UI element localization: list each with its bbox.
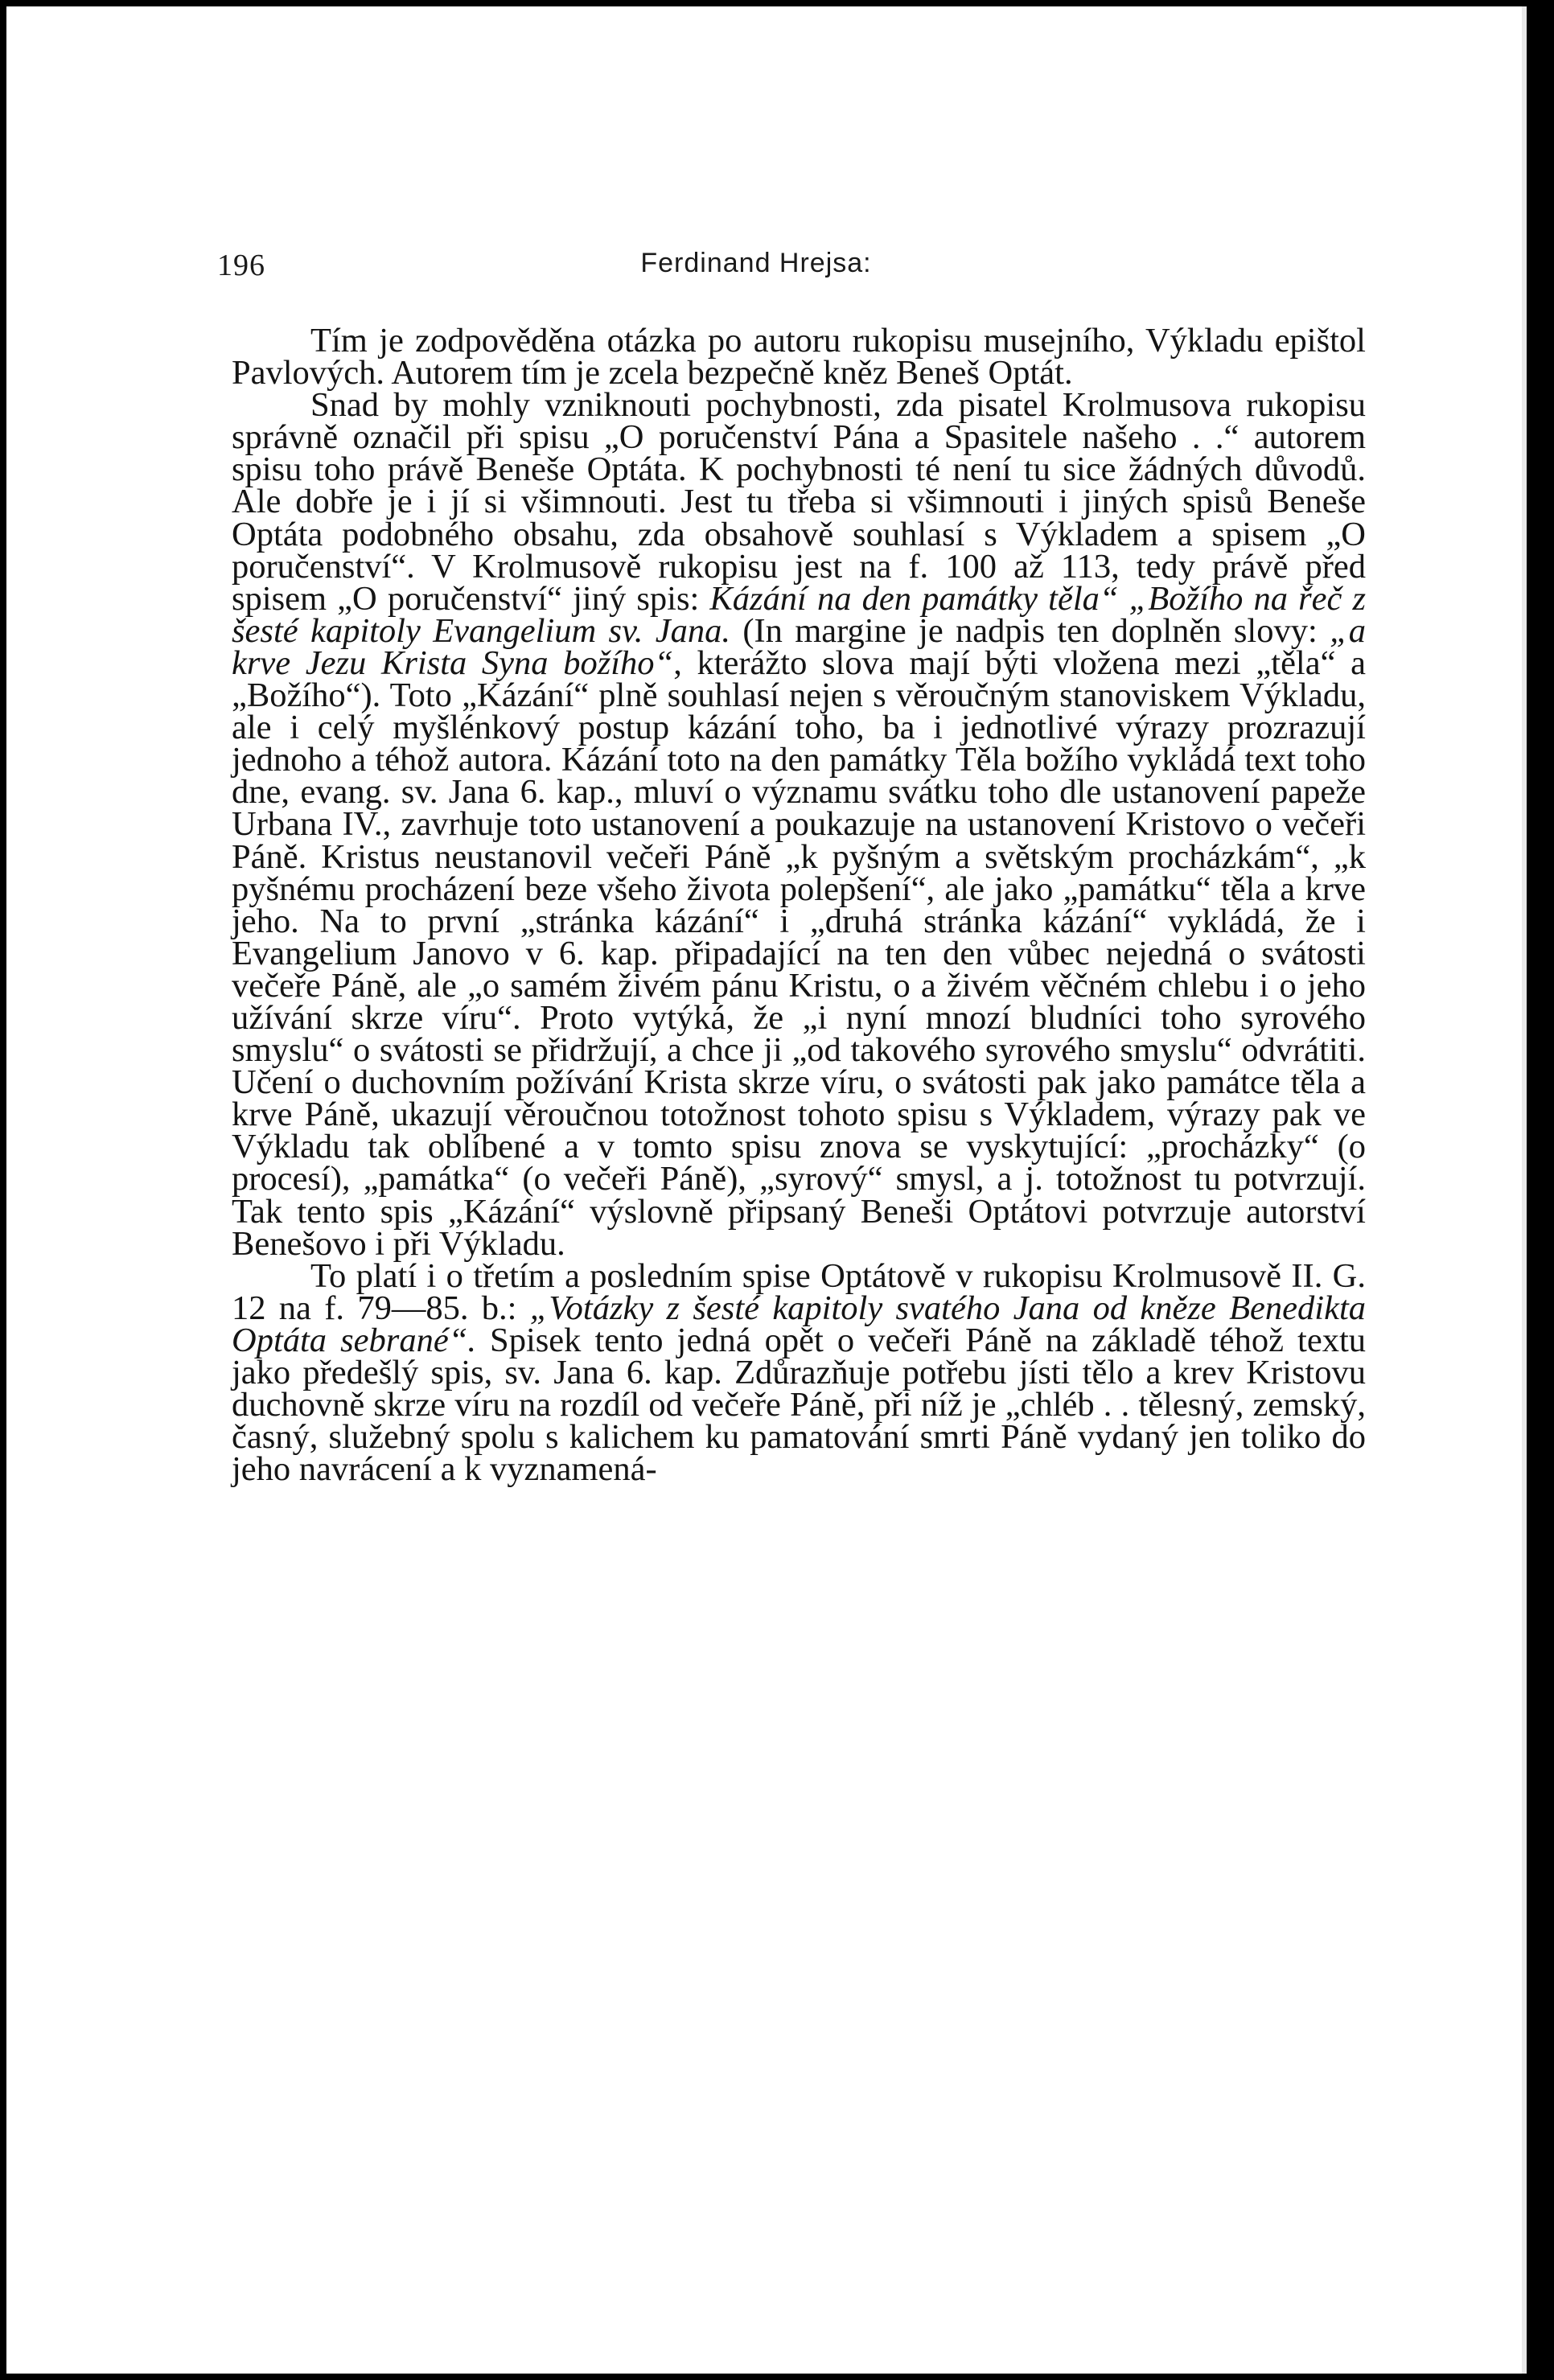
- page-header: [217, 248, 1295, 288]
- paragraph-1: [232, 322, 1366, 393]
- paragraph-2: [232, 386, 1366, 1263]
- sermon-title: Kázání na den památky těla“ „Božího na řeč z šesté kapitoly Evangelium sv. Jana.: [232, 579, 1366, 650]
- paragraph-2-text: (In margine je nadpis ten doplněn slovy:: [730, 611, 1330, 650]
- paragraph-2-text: Snad by mohly vzniknouti pochybnosti, zda pisatel Krolmusova rukopisu správně označil při spisu „O poručenství Pána a Spasitele našeho . .“ autorem spisu toho právě Beneše Optáta. K pochybnosti té není tu sice žádných důvodů. Ale dobře je i jí si všimnouti. Jest tu třeba si všimnouti i jiných spisů Beneše Optáta podobného obsahu, zda obsahově souhlasí s Výkladem a spisem „O poručenství“. V Krolmusově rukopisu jest na f. 100 až 113, tedy právě před spisem „O poručenství“ jiný spis:: [232, 386, 1366, 618]
- document-page: [6, 6, 1527, 2374]
- page-number: 196: [217, 249, 265, 282]
- treatise-title: „Votázky z šesté kapitoly svatého Jana od kněze Benedikta Optáta sebrané“.: [232, 1289, 1367, 1359]
- paragraph-3: [232, 1256, 1367, 1489]
- margin-note: „a krve Jezu Krista Syna božího“: [232, 611, 1366, 682]
- page-edge: [1522, 6, 1527, 2374]
- paragraph-3-text: To platí i o třetím a posledním spise Optátově v rukopisu Krolmusově II. G. 12 na f. 79—85. b.:: [232, 1256, 1366, 1327]
- running-head: Ferdinand Hrejsa:: [640, 248, 872, 278]
- paragraph-3-text: Spisek tento jedná opět o večeři Páně na základě téhož textu jako předešlý spis, sv. Jana 6. kap. Zdůrazňuje potřebu jísti tělo a krev Kristovu duchovně skrze víru na rozdíl od večeře Páně, při níž je „chléb . . tělesný, zemský, časný, služebný spolu s kalichem ku pamatování smrti Páně vydaný jen toliko do jeho navrácení a k vyznamená-: [232, 1321, 1367, 1489]
- body-text: [232, 322, 1367, 1489]
- paragraph-1-text: Tím je zodpověděna otázka po autoru rukopisu musejního, Výkladu epištol Pavlových. Autorem tím je zcela bezpečně kněz Beneš Optát.: [232, 322, 1366, 393]
- paragraph-2-text: , kterážto slova mají býti vložena mezi „těla“ a „Božího“). Toto „Kázání“ plně souhlasí nejen s věroučným stanoviskem Výkladu, ale i celý myšlénkový postup kázání toho, ba i jednotlivé výrazy prozrazují jednoho a téhož autora. Kázání toto na den památky Těla božího vykládá text toho dne, evang. sv. Jana 6. kap., mluví o významu svátku toho dle ustanovení papeže Urbana IV., zavrhuje toto ustanovení a poukazuje na ustanovení Kristovo o večeři Páně. Kristus neustanovil večeři Páně „k pyšným a světským procházkám“, „k pyšnému procházení beze všeho života polepšení“, ale jako „památku“ těla a krve jeho. Na to první „stránka kázání“ i „druhá stránka kázání“ vykládá, že i Evangelium Janovo v 6. kap. připadající na ten den vůbec nejedná o svátosti večeře Páně, ale „o samém živém pánu Kristu, o a živém věčném chlebu i o jeho užívání skrze víru“. Proto vytýká, že „i nyní mnozí bludníci toho syrového smyslu“ o svátosti se přidržují, a chce ji „od takového syrového smyslu“ odvrátiti. Učení o duchovním požívání Krista skrze víru, o svátosti pak jako památce těla a krve Páně, ukazují věroučnou totožnost tohoto spisu s Výkladem, výrazy pak ve Výkladu tak oblíbené a v tomto spisu znova se vyskytující: „procházky“ (o procesí), „památka“ (o večeři Páně), „syrový“ smysl, a j. totožnost tu potvrzují. Tak tento spis „Kázání“ výslovně připsaný Benešі Optátovi potvrzuje autorství Benešovo i při Výkladu.: [232, 643, 1366, 1263]
